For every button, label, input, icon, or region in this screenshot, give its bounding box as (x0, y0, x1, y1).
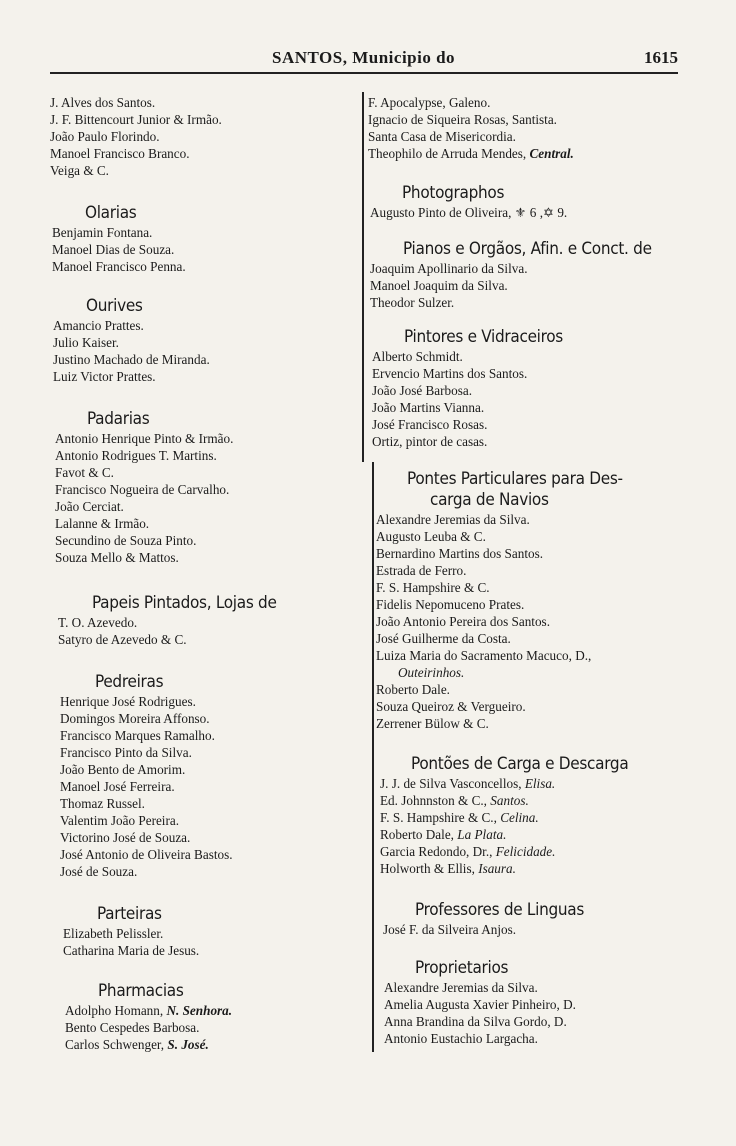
entry-name: Roberto Dale, (380, 827, 458, 842)
list-item: Manoel Joaquim da Silva. (370, 278, 508, 293)
list-item: Anna Brandina da Silva Gordo, D. (384, 1014, 567, 1029)
list-item: Antonio Henrique Pinto & Irmão. (55, 431, 234, 446)
list-item: Catharina Maria de Jesus. (63, 943, 200, 958)
list-item: F. S. Hampshire & C. (376, 580, 490, 595)
list-item: Francisco Nogueira de Carvalho. (55, 482, 230, 497)
list-item: Henrique José Rodrigues. (60, 694, 196, 709)
list-item: Bernardino Martins dos Santos. (376, 546, 544, 561)
section-heading-professores: Professores de Linguas (415, 900, 585, 920)
section-heading-pontoes: Pontões de Carga e Descarga (411, 754, 629, 774)
list-item: Alexandre Jeremias da Silva. (376, 512, 530, 527)
list-item: Bento Cespedes Barbosa. (65, 1020, 200, 1035)
list-item (380, 860, 516, 877)
entry-place: Santos. (490, 793, 529, 808)
list-item: Antonio Eustachio Largacha. (384, 1031, 538, 1046)
entry-place: Central. (529, 146, 574, 161)
section-heading-pintores: Pintores e Vidraceiros (404, 327, 563, 347)
list-item: Souza Queiroz & Vergueiro. (376, 699, 526, 714)
list-item: Fidelis Nepomuceno Prates. (376, 597, 525, 612)
list-item: Theodor Sulzer. (370, 295, 455, 310)
list-item: Victorino José de Souza. (60, 830, 191, 845)
list-item: Santa Casa de Misericordia. (368, 129, 516, 144)
list-item: Justino Machado de Miranda. (53, 352, 210, 367)
entry-place: Elisa. (524, 776, 556, 791)
list-item: Elizabeth Pelissler. (63, 926, 164, 941)
entry-place: S. José. (167, 1037, 209, 1052)
list-item: Alberto Schmidt. (372, 349, 463, 364)
list-item: J. Alves dos Santos. (50, 95, 156, 110)
section-heading-pontes: Pontes Particulares para Des- (407, 469, 623, 489)
section-heading-pontes-line2: carga de Navios (430, 490, 549, 510)
list-item: Luiz Victor Prattes. (53, 369, 156, 384)
list-item: Ortiz, pintor de casas. (372, 434, 488, 449)
list-item: Amancio Prattes. (53, 318, 144, 333)
list-item (65, 1036, 209, 1053)
entry-place: Felicidade. (495, 844, 556, 859)
list-item: J. F. Bittencourt Junior & Irmão. (50, 112, 222, 127)
entry-name: Adolpho Homann, (65, 1003, 167, 1018)
section-heading-photographos: Photographos (402, 183, 505, 203)
entry-name: Holworth & Ellis, (380, 861, 479, 876)
list-item: Antonio Rodrigues T. Martins. (55, 448, 217, 463)
list-item: Augusto Leuba & C. (376, 529, 486, 544)
entry-place: N. Senhora. (166, 1003, 233, 1018)
list-item (380, 826, 506, 843)
header-rule (50, 72, 678, 74)
list-item: José Guilherme da Costa. (376, 631, 511, 646)
list-item: Souza Mello & Mattos. (55, 550, 179, 565)
list-item: F. Apocalypse, Galeno. (368, 95, 491, 110)
list-item: João José Barbosa. (372, 383, 472, 398)
page-number: 1615 (644, 48, 678, 67)
list-item: Alexandre Jeremias da Silva. (384, 980, 538, 995)
section-heading-ourives: Ourives (86, 296, 143, 316)
list-item: Valentim João Pereira. (60, 813, 180, 828)
list-item: Domingos Moreira Affonso. (60, 711, 210, 726)
list-item: Manoel Dias de Souza. (52, 242, 175, 257)
list-item: Manoel José Ferreira. (60, 779, 175, 794)
section-heading-padarias: Padarias (87, 409, 150, 429)
list-item: Joaquim Apollinario da Silva. (370, 261, 528, 276)
list-item (368, 145, 574, 162)
list-item (65, 1002, 232, 1019)
list-item: João Paulo Florindo. (50, 129, 160, 144)
entry-place: La Plata. (457, 827, 507, 842)
list-item: Thomaz Russel. (60, 796, 145, 811)
entry-name: Carlos Schwenger, (65, 1037, 168, 1052)
entry-name: Garcia Redondo, Dr., (380, 844, 496, 859)
list-item: Estrada de Ferro. (376, 563, 467, 578)
list-item: Manoel Francisco Penna. (52, 259, 186, 274)
list-item (380, 843, 555, 860)
entry-name: Ed. Johnnston & C., (380, 793, 491, 808)
column-divider-bottom (372, 462, 374, 1052)
list-item: Lalanne & Irmão. (55, 516, 150, 531)
list-item: João Antonio Pereira dos Santos. (376, 614, 550, 629)
list-item: T. O. Azevedo. (58, 615, 138, 630)
list-item: Manoel Francisco Branco. (50, 146, 190, 161)
entry-name: Theophilo de Arruda Mendes, (368, 146, 530, 161)
list-item: Zerrener Bülow & C. (376, 716, 489, 731)
list-item (380, 775, 555, 792)
column-divider-top (362, 92, 364, 462)
list-item: Favot & C. (55, 465, 114, 480)
list-item: Francisco Pinto da Silva. (60, 745, 192, 760)
list-item: Secundino de Souza Pinto. (55, 533, 197, 548)
page-title: SANTOS, Municipio do (272, 48, 456, 67)
section-heading-pharmacias: Pharmacias (98, 981, 184, 1001)
list-item: João Martins Vianna. (372, 400, 485, 415)
list-item: Augusto Pinto de Oliveira, ⚜ 6 ,✡ 9. (370, 205, 568, 220)
list-item (380, 792, 529, 809)
list-item-place: Outeirinhos. (398, 665, 465, 680)
entry-place: Celina. (500, 810, 539, 825)
list-item: João Cerciat. (55, 499, 124, 514)
section-heading-parteiras: Parteiras (97, 904, 162, 924)
entry-name: F. S. Hampshire & C., (380, 810, 501, 825)
list-item: Amelia Augusta Xavier Pinheiro, D. (384, 997, 576, 1012)
list-item: José Antonio de Oliveira Bastos. (60, 847, 233, 862)
section-heading-olarias: Olarias (85, 203, 137, 223)
list-item: João Bento de Amorim. (60, 762, 186, 777)
list-item: Benjamin Fontana. (52, 225, 153, 240)
list-item: Francisco Marques Ramalho. (60, 728, 215, 743)
list-item: Luiza Maria do Sacramento Macuco, D., (376, 648, 592, 663)
page-header (50, 48, 690, 72)
list-item: Roberto Dale. (376, 682, 450, 697)
list-item: Julio Kaiser. (53, 335, 119, 350)
list-item: Ervencio Martins dos Santos. (372, 366, 528, 381)
section-heading-papeis-pintados: Papeis Pintados, Lojas de (92, 593, 277, 613)
list-item: Ignacio de Siqueira Rosas, Santista. (368, 112, 557, 127)
list-item: José F. da Silveira Anjos. (383, 922, 517, 937)
entry-place: Isaura. (478, 861, 516, 876)
section-heading-proprietarios: Proprietarios (415, 958, 509, 978)
list-item: Satyro de Azevedo & C. (58, 632, 187, 647)
entry-name: J. J. de Silva Vasconcellos, (380, 776, 525, 791)
list-item: José Francisco Rosas. (372, 417, 488, 432)
list-item (380, 809, 539, 826)
section-heading-pedreiras: Pedreiras (95, 672, 164, 692)
list-item: Veiga & C. (50, 163, 109, 178)
list-item: José de Souza. (60, 864, 138, 879)
section-heading-pianos: Pianos e Orgãos, Afin. e Conct. de (403, 239, 652, 259)
